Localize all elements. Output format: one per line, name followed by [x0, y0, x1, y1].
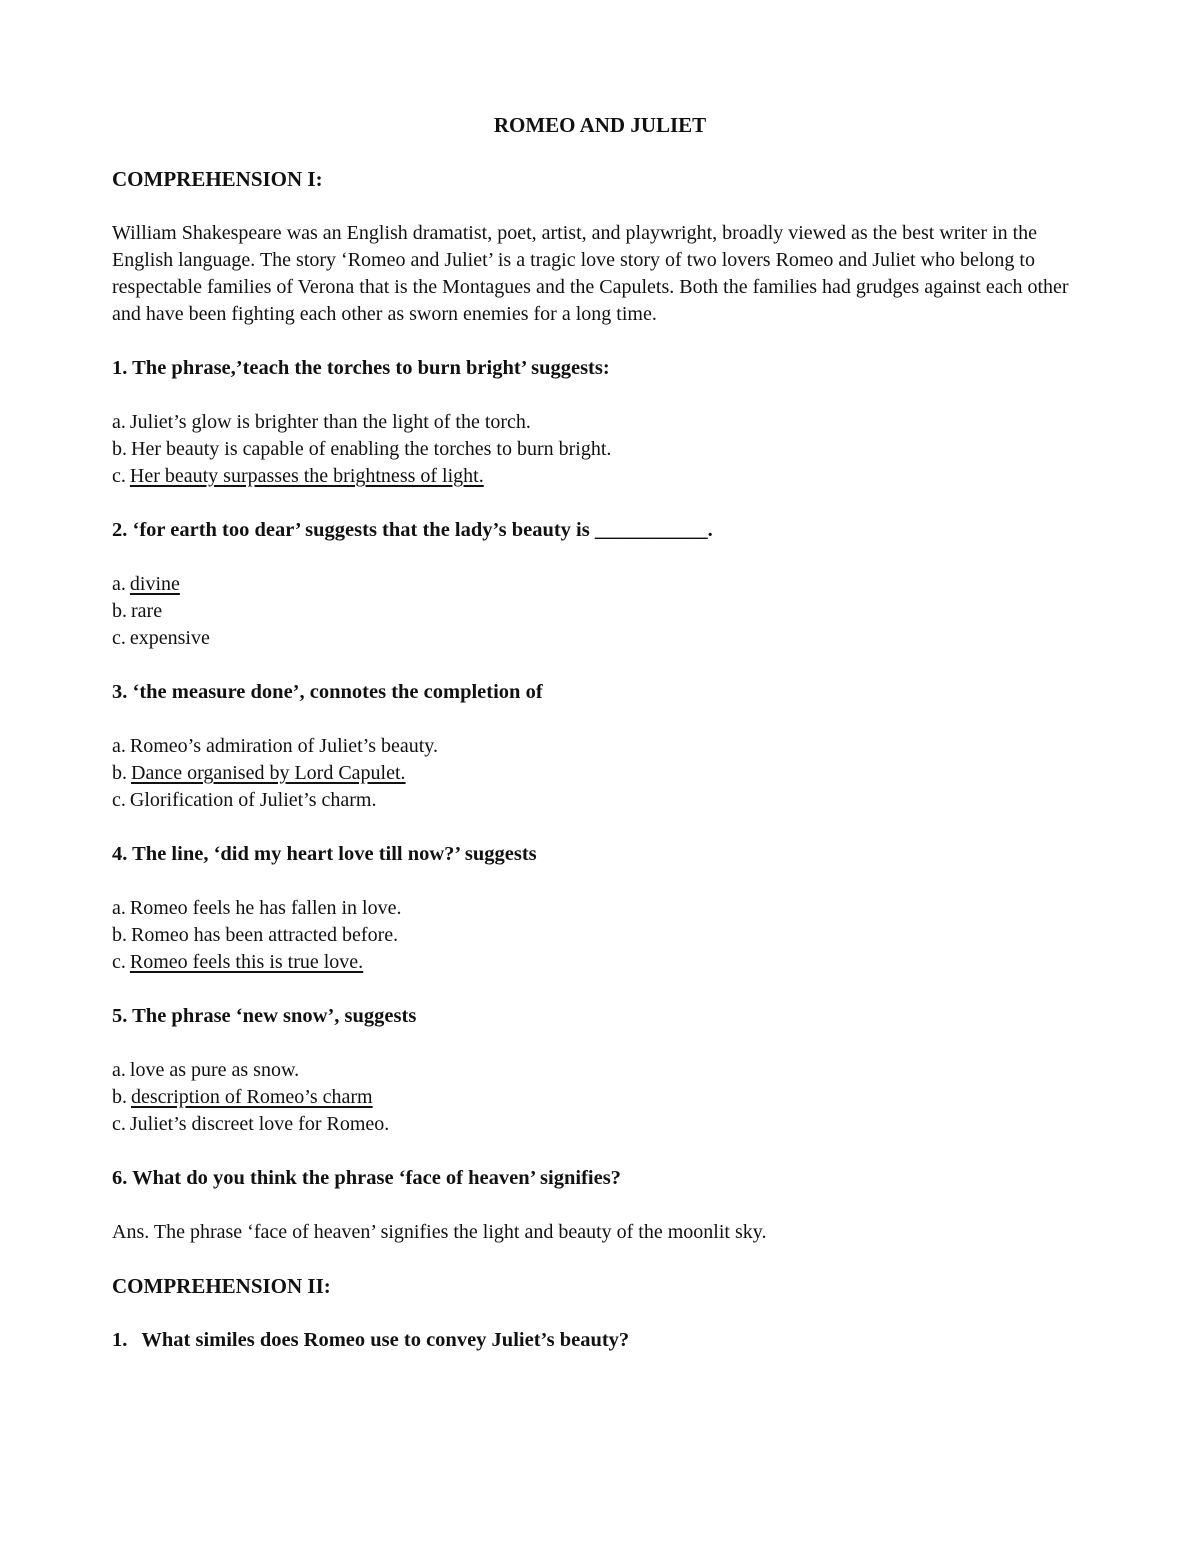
option-c [112, 1111, 1088, 1138]
option-text-selected: description of Romeo’s charm [131, 1086, 373, 1108]
document-page [112, 112, 1088, 1354]
option-letter: b. [112, 600, 127, 622]
option-a [112, 571, 1088, 598]
option-letter: c. [112, 1113, 126, 1135]
option-text: expensive [129, 627, 210, 649]
option-letter: c. [112, 465, 126, 487]
option-letter: a. [112, 1059, 126, 1081]
question-2: 2. ‘for earth too dear’ suggests that the lady’s beauty is ___________. [112, 519, 713, 541]
question-1: 1. The phrase,’teach the torches to burn bright’ suggests: [112, 357, 610, 379]
option-text: Juliet’s glow is brighter than the light of the torch. [129, 411, 531, 433]
question-6-answer: Ans. The phrase ‘face of heaven’ signifies the light and beauty of the moonlit sky. [112, 1221, 767, 1243]
comprehension-1-heading: COMPREHENSION I: [112, 167, 323, 191]
option-text: Romeo’s admiration of Juliet’s beauty. [129, 735, 438, 757]
option-text-selected: divine [129, 573, 180, 595]
option-letter: a. [112, 897, 126, 919]
option-b [112, 1084, 1088, 1111]
option-letter: b. [112, 924, 127, 946]
option-b [112, 436, 1088, 463]
option-c [112, 625, 1088, 652]
question-6: 6. What do you think the phrase ‘face of heaven’ signifies? [112, 1167, 621, 1189]
option-b [112, 760, 1088, 787]
option-b [112, 598, 1088, 625]
option-letter: c. [112, 789, 126, 811]
option-text-selected: Romeo feels this is true love. [129, 951, 364, 973]
comprehension-2-question-1 [112, 1327, 1088, 1354]
option-c [112, 463, 1088, 490]
question-number: 1. [112, 1329, 128, 1351]
option-text: Romeo feels he has fallen in love. [129, 897, 402, 919]
option-letter: b. [112, 438, 127, 460]
question-5: 5. The phrase ‘new snow’, suggests [112, 1005, 417, 1027]
option-text: Glorification of Juliet’s charm. [129, 789, 377, 811]
option-a [112, 895, 1088, 922]
option-a [112, 409, 1088, 436]
comprehension-2-heading: COMPREHENSION II: [112, 1274, 331, 1298]
question-3: 3. ‘the measure done’, connotes the completion of [112, 681, 543, 703]
option-letter: b. [112, 762, 127, 784]
question-4: 4. The line, ‘did my heart love till now?’ suggests [112, 843, 537, 865]
option-letter: c. [112, 627, 126, 649]
option-c [112, 949, 1088, 976]
question-3-options [112, 733, 1088, 814]
option-b [112, 922, 1088, 949]
intro-paragraph: William Shakespeare was an English dramatist, poet, artist, and playwright, broadly viewed as the best writer in the English language. The story ‘Romeo and Juliet’ is a tragic love story of two lovers Romeo and Juliet who belong to respectable families of Verona that is the Montagues and the Capulets. Both the families had grudges against each other and have been fighting each other as sworn enemies for a long time. [112, 222, 1069, 325]
option-a [112, 733, 1088, 760]
question-2-options [112, 571, 1088, 652]
question-list [112, 355, 1088, 1138]
option-c [112, 787, 1088, 814]
option-text-selected: Her beauty surpasses the brightness of light. [129, 465, 484, 487]
option-letter: a. [112, 411, 126, 433]
question-text: What similes does Romeo use to convey Juliet’s beauty? [141, 1329, 630, 1351]
option-letter: a. [112, 735, 126, 757]
option-text: Romeo has been attracted before. [131, 924, 399, 946]
option-letter: b. [112, 1086, 127, 1108]
option-a [112, 1057, 1088, 1084]
option-text: rare [131, 600, 163, 622]
option-letter: a. [112, 573, 126, 595]
option-text: love as pure as snow. [129, 1059, 300, 1081]
document-title: ROMEO AND JULIET [493, 113, 707, 137]
question-1-options [112, 409, 1088, 490]
question-5-options [112, 1057, 1088, 1138]
option-text-selected: Dance organised by Lord Capulet. [131, 762, 406, 784]
option-text: Her beauty is capable of enabling the torches to burn bright. [131, 438, 612, 460]
option-letter: c. [112, 951, 126, 973]
question-4-options [112, 895, 1088, 976]
option-text: Juliet’s discreet love for Romeo. [129, 1113, 390, 1135]
